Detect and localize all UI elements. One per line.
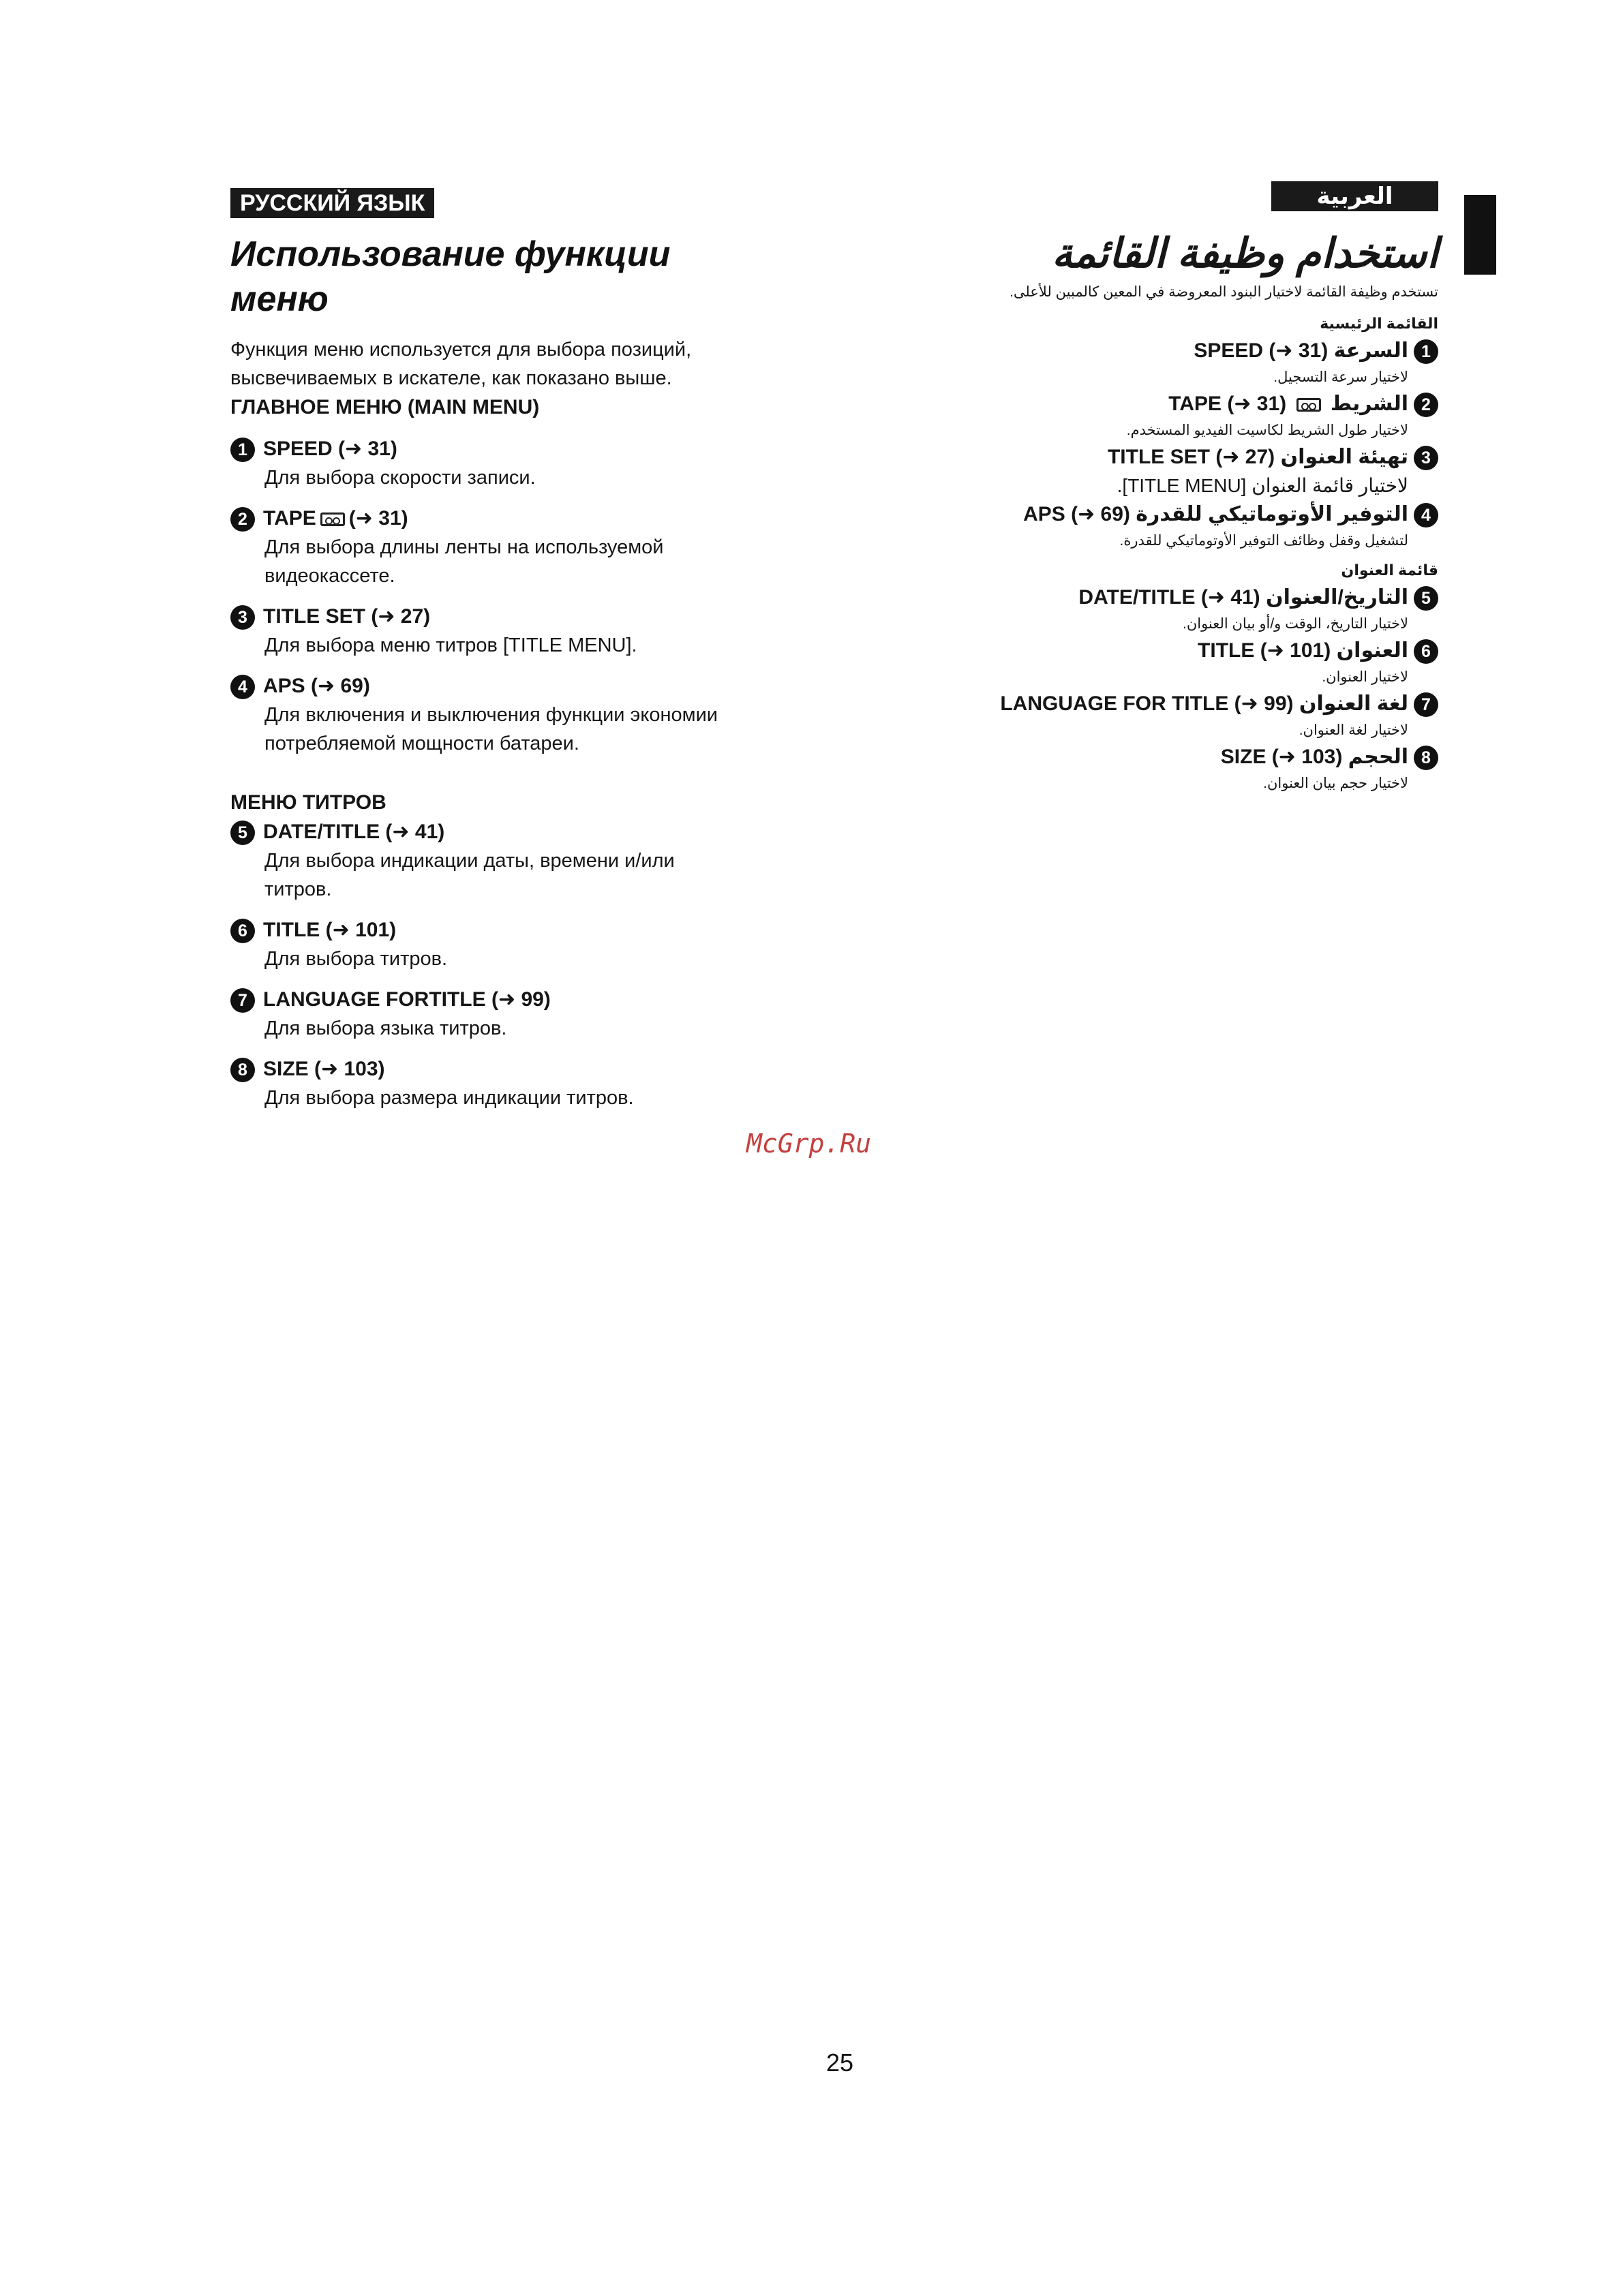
desc-line: Для выбора индикации даты, времени и/или	[264, 850, 675, 872]
item-code: TAPE (➜ 31)	[1168, 393, 1287, 415]
item-desc: Для выбора титров.	[264, 948, 448, 970]
number-3-icon: 3	[1414, 446, 1438, 470]
item-desc	[230, 846, 844, 904]
item-desc: Для выбора языка титров.	[264, 1017, 507, 1039]
watermark-text: McGrp.Ru	[746, 1129, 872, 1159]
number-7-icon: 7	[1414, 692, 1438, 717]
main-menu-heading: ГЛАВНОЕ МЕНЮ (MAIN MENU)	[230, 396, 540, 418]
item-code: TITLE (➜ 101)	[1198, 639, 1331, 662]
number-6-icon: 6	[1414, 639, 1438, 664]
item-head: TAPE	[263, 507, 316, 530]
item-code: LANGUAGE FOR TITLE (➜ 99)	[1000, 692, 1294, 715]
item-desc: Для выбора меню титров [TITLE MENU].	[264, 634, 637, 656]
intro-line-1: Функция меню используется для выбора позиций,	[230, 339, 692, 361]
arabic-item-aps	[982, 499, 1438, 552]
arabic-language-tag: العربية	[1271, 181, 1438, 211]
menu-item-speed	[230, 435, 844, 492]
menu-item-title-set	[230, 602, 844, 660]
number-4-icon: 4	[1414, 503, 1438, 527]
arabic-title-menu-heading: قائمة العنوان	[1341, 562, 1438, 579]
item-desc: Для выбора скорости записи.	[264, 467, 536, 489]
arabic-item-tape	[982, 388, 1438, 442]
item-label: التاريخ/العنوان	[1266, 586, 1408, 609]
desc-line: видеокассете.	[264, 565, 395, 587]
arabic-page-title: استخدام وظيفة القائمة	[1052, 230, 1438, 276]
number-1-icon: 1	[1414, 339, 1438, 364]
title-line-1: Использование функции	[230, 234, 671, 274]
menu-item-language-for-title	[230, 985, 844, 1043]
desc-line: потребляемой мощности батареи.	[264, 733, 579, 754]
russian-intro	[230, 335, 844, 393]
number-8-icon: 8	[230, 1058, 255, 1082]
item-code: SIZE (➜ 103)	[1220, 746, 1343, 768]
desc-line: Для выбора длины ленты на используемой	[264, 536, 664, 558]
item-code: DATE/TITLE (➜ 41)	[1078, 586, 1260, 609]
item-desc: لاختيار سرعة التسجيل.	[1273, 369, 1408, 385]
arabic-intro: تستخدم وظيفة القائمة لاختيار البنود المعروضة في المعين كالمبين للأعلى.	[1010, 284, 1438, 300]
item-label: التوفير الأوتوماتيكي للقدرة	[1136, 503, 1408, 525]
item-desc: لاختيار طول الشريط لكاسيت الفيديو المستخدم.	[1126, 423, 1408, 438]
number-7-icon: 7	[230, 988, 255, 1013]
item-head: SPEED (➜ 31)	[263, 438, 397, 460]
number-1-icon: 1	[230, 438, 255, 462]
russian-page-title	[230, 232, 844, 322]
menu-item-aps	[230, 672, 844, 758]
cassette-icon	[1296, 398, 1321, 412]
item-code: APS (➜ 69)	[1023, 503, 1130, 525]
desc-line: Для включения и выключения функции экономии	[264, 704, 718, 726]
item-desc	[230, 533, 844, 590]
menu-item-title	[230, 916, 844, 973]
number-6-icon: 6	[230, 919, 255, 943]
arabic-item-title-set	[982, 442, 1438, 499]
intro-line-2: высвечиваемых в искателе, как показано выше.	[230, 367, 672, 389]
page-number: 25	[826, 2049, 854, 2077]
item-desc: لاختيار لغة العنوان.	[1299, 722, 1408, 738]
item-desc	[230, 701, 844, 758]
number-8-icon: 8	[1414, 746, 1438, 770]
number-2-icon: 2	[1414, 393, 1438, 417]
number-4-icon: 4	[230, 675, 255, 699]
item-label: العنوان	[1336, 639, 1408, 662]
item-head: APS (➜ 69)	[263, 675, 370, 697]
menu-item-tape	[230, 504, 844, 590]
item-label: الحجم	[1348, 746, 1408, 768]
item-desc: Для выбора размера индикации титров.	[264, 1087, 634, 1109]
cassette-icon	[320, 512, 345, 526]
menu-item-date-title	[230, 818, 844, 904]
item-head-ref: (➜ 31)	[348, 507, 408, 530]
item-desc: لاختيار حجم بيان العنوان.	[1263, 776, 1408, 791]
item-desc: لاختيار قائمة العنوان [TITLE MENU].	[1117, 475, 1408, 496]
desc-line: титров.	[264, 878, 332, 900]
menu-item-size	[230, 1055, 844, 1112]
russian-column	[230, 232, 844, 1112]
number-5-icon: 5	[230, 821, 255, 845]
title-line-2: меню	[230, 279, 329, 319]
item-head: DATE/TITLE (➜ 41)	[263, 821, 445, 843]
arabic-item-size	[982, 741, 1438, 795]
item-head: LANGUAGE FORTITLE (➜ 99)	[263, 988, 551, 1011]
item-desc: لاختيار العنوان.	[1322, 669, 1408, 685]
arabic-column	[982, 225, 1438, 795]
arabic-main-menu-heading: القائمة الرئيسية	[1320, 315, 1438, 332]
arabic-item-date-title	[982, 582, 1438, 635]
arabic-item-title	[982, 635, 1438, 688]
item-head: TITLE (➜ 101)	[263, 919, 397, 941]
arabic-item-language-for-title	[982, 688, 1438, 741]
item-label: السرعة	[1333, 339, 1408, 362]
item-code: TITLE SET (➜ 27)	[1107, 446, 1275, 468]
item-label: تهيئة العنوان	[1280, 446, 1408, 468]
item-head: SIZE (➜ 103)	[263, 1058, 385, 1080]
item-label: الشريط	[1330, 393, 1408, 415]
arabic-item-speed	[982, 335, 1438, 388]
number-2-icon: 2	[230, 507, 255, 532]
section-marker-bar	[1464, 195, 1496, 275]
russian-language-tag: РУССКИЙ ЯЗЫК	[230, 188, 434, 218]
number-3-icon: 3	[230, 605, 255, 630]
item-desc: لاختيار التاريخ، الوقت و/أو بيان العنوان.	[1183, 616, 1408, 632]
item-head: TITLE SET (➜ 27)	[263, 605, 431, 628]
number-5-icon: 5	[1414, 586, 1438, 611]
item-code: SPEED (➜ 31)	[1194, 339, 1329, 362]
item-desc: لتشغيل وقفل وظائف التوفير الأوتوماتيكي للقدرة.	[1119, 533, 1408, 549]
title-menu-heading: МЕНЮ ТИТРОВ	[230, 791, 386, 814]
item-label: لغة العنوان	[1299, 692, 1408, 715]
